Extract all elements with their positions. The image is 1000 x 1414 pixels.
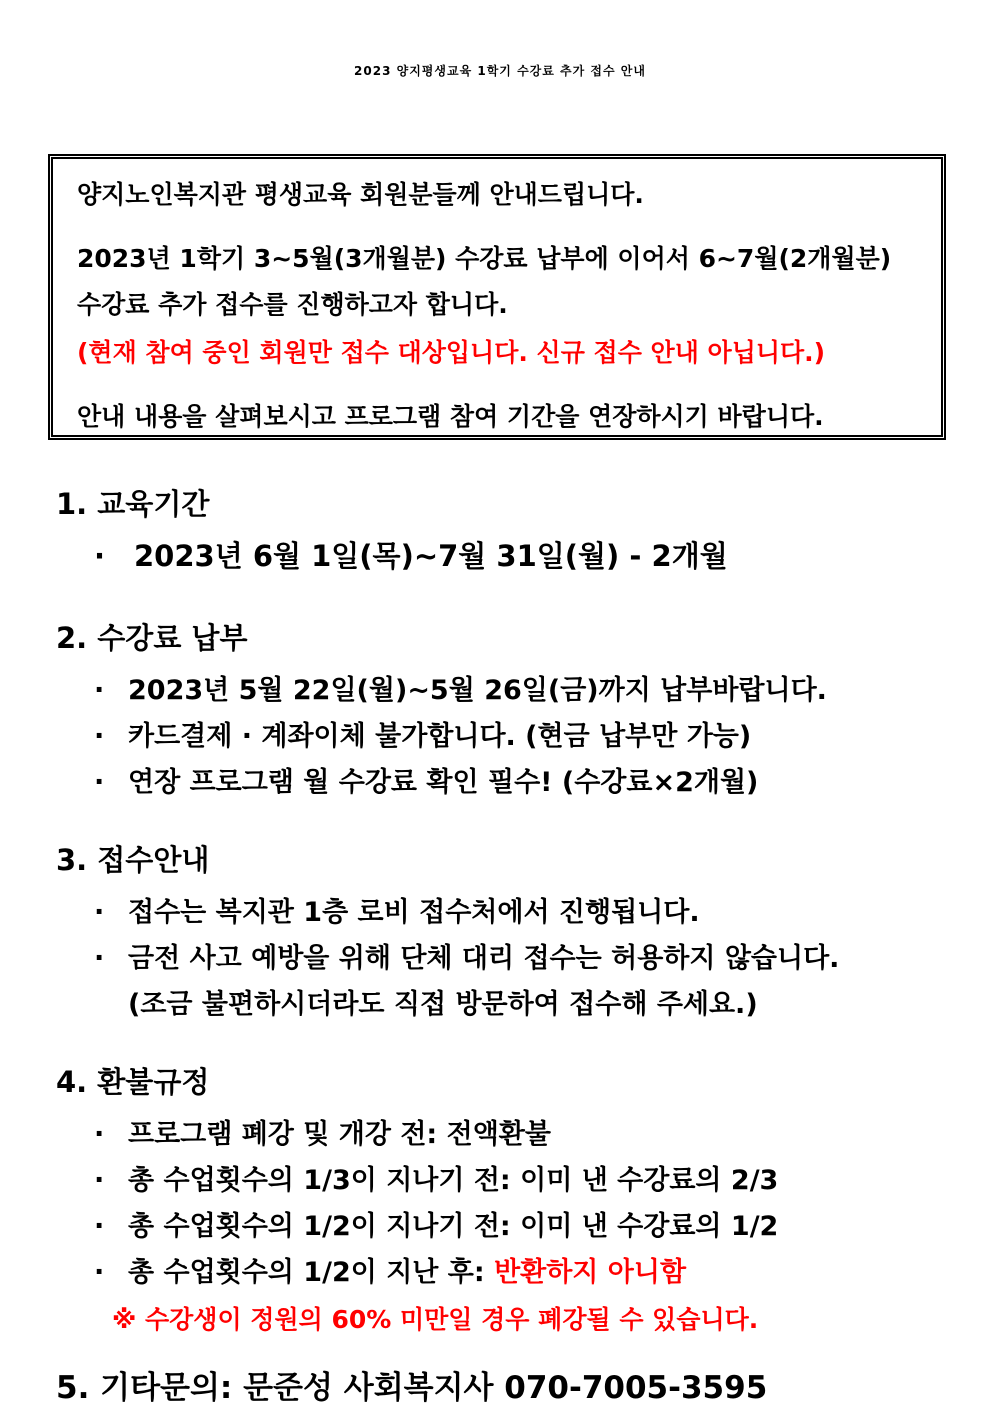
bullet: · [94, 539, 106, 573]
payment-item-1: 2023년 5월 22일(월)~5월 26일(금)까지 납부바랍니다. [128, 675, 827, 706]
section-heading-reception: 3. 접수안내 [56, 843, 210, 877]
notice-line-2: 수강료 추가 접수를 진행하고자 합니다. [77, 290, 508, 319]
list-item [94, 668, 827, 707]
bullet: · [94, 675, 105, 706]
refund-no-return: 반환하지 아니함 [494, 1257, 687, 1288]
list-item [94, 1158, 778, 1197]
list-item [94, 936, 839, 975]
bullet: · [94, 721, 105, 752]
period-item-1: 2023년 6월 1일(목)~7월 31일(월) - 2개월 [134, 539, 728, 573]
page-title: 2023 양지평생교육 1학기 수강료 추가 접수 안내 [354, 64, 646, 78]
reception-continuation: (조금 불편하시더라도 직접 방문하여 접수해 주세요.) [128, 989, 758, 1020]
list-item [94, 760, 758, 799]
notice-greeting: 양지노인복지관 평생교육 회원분들께 안내드립니다. [77, 180, 644, 209]
list-item [94, 1250, 686, 1289]
section-heading-payment: 2. 수강료 납부 [56, 621, 248, 655]
list-item [94, 1204, 778, 1243]
bullet: · [94, 1211, 105, 1242]
refund-item-2: 총 수업횟수의 1/3이 지나기 전: 이미 낸 수강료의 2/3 [128, 1165, 779, 1196]
notice-warning: (현재 참여 중인 회원만 접수 대상입니다. 신규 접수 안내 아닙니다.) [77, 338, 826, 367]
section-heading-refund: 4. 환불규정 [56, 1065, 210, 1099]
reception-item-2: 금전 사고 예방을 위해 단체 대리 접수는 허용하지 않습니다. [128, 943, 840, 974]
payment-item-2: 카드결제 · 계좌이체 불가합니다. (현금 납부만 가능) [128, 721, 752, 752]
list-item [94, 1112, 551, 1151]
refund-item-4-prefix: 총 수업횟수의 1/2이 지난 후: [128, 1257, 495, 1288]
bullet: · [94, 943, 105, 974]
notice-line-1: 2023년 1학기 3~5월(3개월분) 수강료 납부에 이어서 6~7월(2개월분) [77, 244, 892, 273]
list-item [94, 890, 700, 929]
bullet: · [94, 1257, 105, 1288]
bullet: · [94, 1165, 105, 1196]
refund-item-1: 프로그램 폐강 및 개강 전: 전액환불 [128, 1119, 551, 1150]
list-item [94, 714, 751, 753]
reception-item-1: 접수는 복지관 1층 로비 접수처에서 진행됩니다. [128, 897, 700, 928]
payment-item-3: 연장 프로그램 월 수강료 확인 필수! (수강료×2개월) [128, 767, 759, 798]
notice-box [48, 154, 946, 440]
bullet: · [94, 767, 105, 798]
list-item [94, 534, 728, 575]
section-heading-period: 1. 교육기간 [56, 487, 210, 521]
bullet: · [94, 1119, 105, 1150]
refund-note: ※ 수강생이 정원의 60% 미만일 경우 폐강될 수 있습니다. [112, 1305, 759, 1334]
bullet: · [94, 897, 105, 928]
refund-item-3: 총 수업횟수의 1/2이 지나기 전: 이미 낸 수강료의 1/2 [128, 1211, 779, 1242]
contact-line: 5. 기타문의: 문준성 사회복지사 070-7005-3595 [56, 1370, 768, 1406]
notice-closing: 안내 내용을 살펴보시고 프로그램 참여 기간을 연장하시기 바랍니다. [77, 402, 824, 431]
